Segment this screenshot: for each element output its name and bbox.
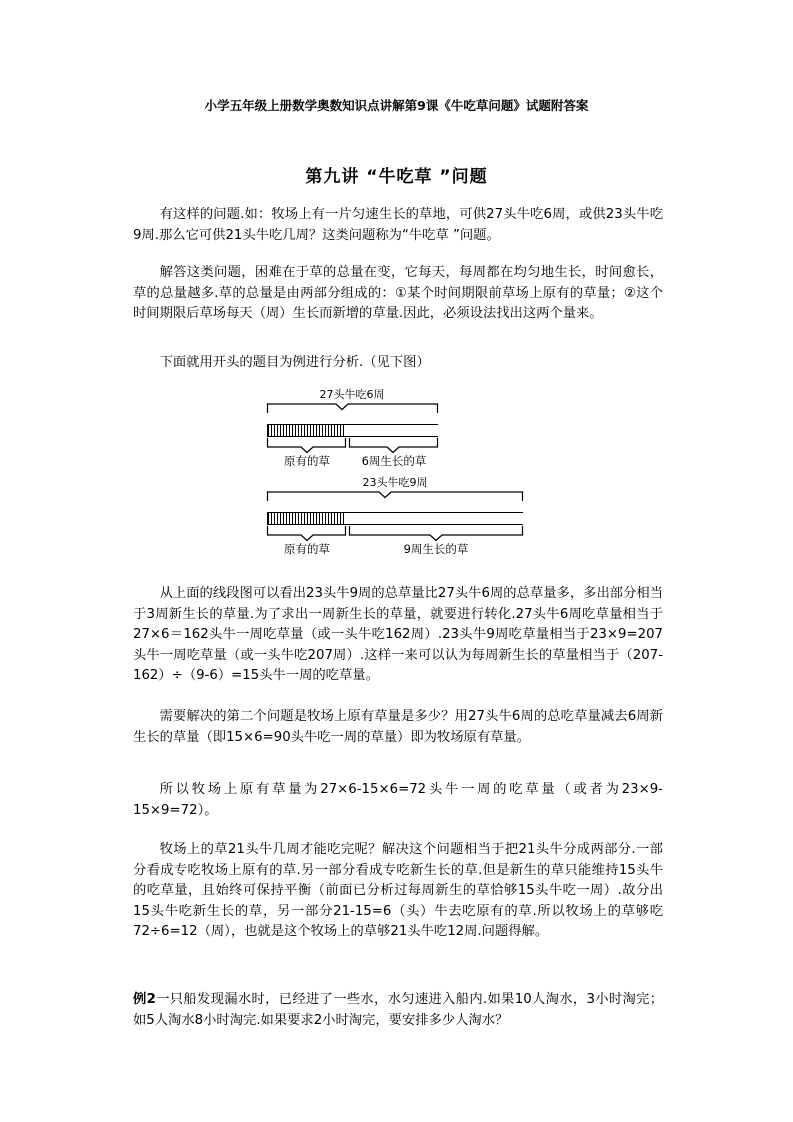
lesson-heading: 第九讲 “牛吃草 ”问题 xyxy=(305,167,488,187)
diagram-label-23cows-9weeks: 23头牛吃9周 xyxy=(362,476,428,489)
example-2-label: 例2 xyxy=(133,992,156,1007)
diagram-label-original-grass-group2: 原有的草 xyxy=(284,542,330,556)
document-header-title: 小学五年级上册数学奥数知识点讲解第9课《牛吃草问题》试题附答案 xyxy=(204,98,589,113)
paragraph-final-solution: 牧场上的草21头牛几周才能吃完呢？解决这个问题相当于把21头牛分成两部分.一部分看成专吃牧场上原有的草.另一部分看成专吃新生长的草.但是新生的草只能维持15头牛的吃草量，且始终可保持平衡（前面已分析过每周新生的草恰够15头牛吃一周）.故分出15头牛吃新生长的草，另一部分21-15=6（头）牛去吃原有的草.所以牧场上的草够吃72÷6=12（周），也就是这个牧场上的草够21头牛吃12周.问题得解。 xyxy=(133,842,663,939)
bracket-bottom-growth-group1 xyxy=(350,438,438,453)
diagram-label-growth-group2: 9周生长的草 xyxy=(403,542,469,556)
paragraph-difficulty-explanation: 解答这类问题，困难在于草的总量在变，它每天，每周都在均匀地生长，时间愈长，草的总量越多.草的总量是由两部分组成的：①某个时间期限前草场上原有的草量；②这个时间期限后草场每天（周）生长而新增的草量.因此，必须设法找出这两个量来。 xyxy=(133,265,663,321)
bracket-bottom-original-group2 xyxy=(268,526,346,541)
bracket-bottom-growth-group2 xyxy=(350,526,523,541)
paragraph-see-diagram: 下面就用开头的题目为例进行分析.（见下图） xyxy=(159,355,430,370)
bar-original-grass-group1 xyxy=(267,424,346,437)
bracket-top-total-group1 xyxy=(268,404,438,413)
example-2-block xyxy=(133,990,663,1031)
bar-new-growth-group1 xyxy=(345,424,438,437)
bracket-top-total-group2 xyxy=(268,492,523,501)
diagram-label-27cows-6weeks: 27头牛吃6周 xyxy=(319,388,385,401)
paragraph-original-amount-question: 需要解决的第二个问题是牧场上原有草量是多少？用27头牛6周的总吃草量减去6周新生长的草量（即15×6=90头牛吃一周的草量）即为牧场原有草量。 xyxy=(133,709,663,745)
bracket-bottom-original-group1 xyxy=(268,438,346,453)
line-segment-diagram xyxy=(133,388,663,556)
paragraph-intro-problem: 有这样的问题.如：牧场上有一片匀速生长的草地，可供27头牛吃6周，或供23头牛吃9周.那么它可供21头牛吃几周？这类问题称为“牛吃草 ”问题。 xyxy=(133,207,663,243)
diagram-label-growth-group1: 6周生长的草 xyxy=(361,454,427,468)
paragraph-analysis-weekly-growth: 从上面的线段图可以看出23头牛9周的总草量比27头牛6周的总草量多，多出部分相当于3周新生长的草量.为了求出一周新生长的草量，就要进行转化.27头牛6周吃草量相当于27×6＝162头牛一周吃草量（或一头牛吃162周）.23头牛9周吃草量相当于23×9=207头牛一周吃草量（或一头牛吃207周）.这样一来可以认为每周新生长的草量相当于（207-162）÷（9-6）=15头牛一周的吃草量。 xyxy=(133,586,663,683)
example-2-text: 一只船发现漏水时，已经进了一些水，水匀速进入船内.如果10人淘水，3小时淘完；如5人淘水8小时淘完.如果要求2小时淘完，要安排多少人淘水？ xyxy=(133,992,663,1028)
bar-new-growth-group2 xyxy=(345,512,523,525)
bar-original-grass-group2 xyxy=(267,512,346,525)
diagram-label-original-grass-group1: 原有的草 xyxy=(284,454,330,468)
paragraph-original-amount-result: 所以牧场上原有草量为27×6-15×6=72头牛一周的吃草量（或者为23×9-15×9=72）。 xyxy=(133,782,663,818)
